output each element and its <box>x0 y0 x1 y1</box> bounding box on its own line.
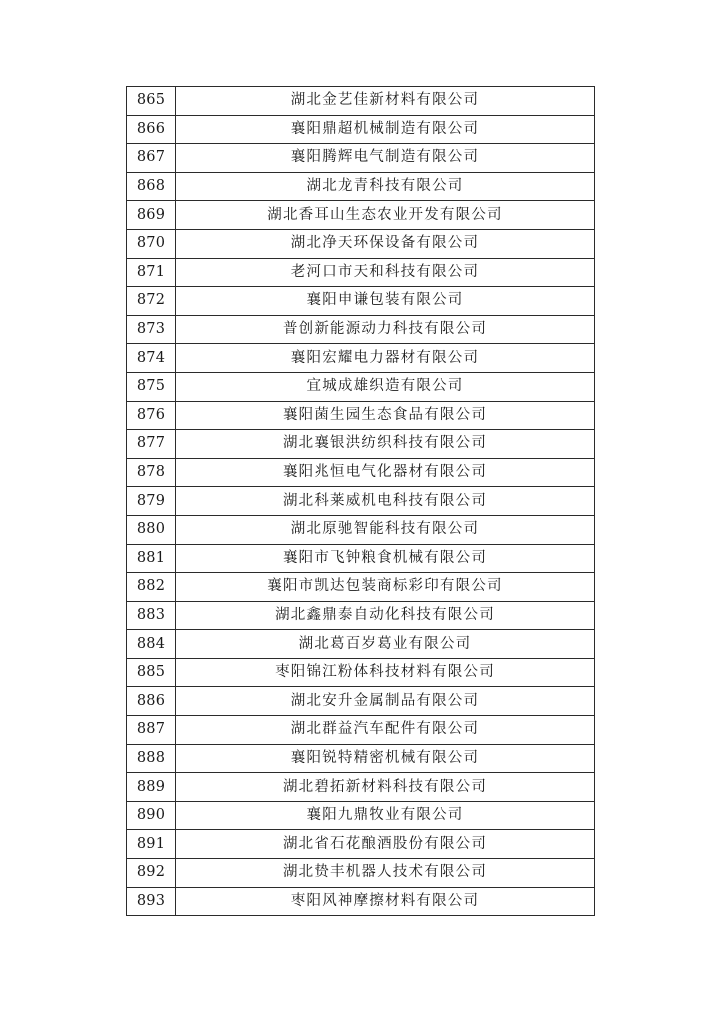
table-row <box>127 773 595 802</box>
company-name-cell: 襄阳菌生园生态食品有限公司 <box>176 401 595 430</box>
table-row <box>127 144 595 173</box>
company-name-cell: 湖北碧拓新材料科技有限公司 <box>176 773 595 802</box>
row-number-cell: 887 <box>127 716 176 745</box>
table-row <box>127 630 595 659</box>
table-row <box>127 344 595 373</box>
row-number-cell: 880 <box>127 515 176 544</box>
table-row <box>127 515 595 544</box>
row-number-cell: 885 <box>127 658 176 687</box>
row-number-cell: 888 <box>127 744 176 773</box>
company-list-table <box>126 86 595 916</box>
table-row <box>127 744 595 773</box>
row-number-cell: 882 <box>127 573 176 602</box>
company-name-cell: 襄阳宏耀电力器材有限公司 <box>176 344 595 373</box>
company-name-cell: 襄阳申谦包装有限公司 <box>176 287 595 316</box>
table-row <box>127 887 595 916</box>
row-number-cell: 886 <box>127 687 176 716</box>
row-number-cell: 878 <box>127 458 176 487</box>
table-body <box>127 87 595 916</box>
table-row <box>127 658 595 687</box>
row-number-cell: 871 <box>127 258 176 287</box>
row-number-cell: 881 <box>127 544 176 573</box>
company-name-cell: 湖北安升金属制品有限公司 <box>176 687 595 716</box>
company-name-cell: 湖北金艺佳新材料有限公司 <box>176 87 595 116</box>
company-name-cell: 襄阳市飞钟粮食机械有限公司 <box>176 544 595 573</box>
row-number-cell: 873 <box>127 315 176 344</box>
company-name-cell: 枣阳风神摩擦材料有限公司 <box>176 887 595 916</box>
row-number-cell: 892 <box>127 859 176 888</box>
row-number-cell: 883 <box>127 601 176 630</box>
row-number-cell: 874 <box>127 344 176 373</box>
company-name-cell: 枣阳锦江粉体科技材料有限公司 <box>176 658 595 687</box>
row-number-cell: 875 <box>127 372 176 401</box>
company-name-cell: 襄阳九鼎牧业有限公司 <box>176 801 595 830</box>
company-name-cell: 襄阳鼎超机械制造有限公司 <box>176 115 595 144</box>
row-number-cell: 867 <box>127 144 176 173</box>
table-row <box>127 458 595 487</box>
company-name-cell: 湖北鑫鼎泰自动化科技有限公司 <box>176 601 595 630</box>
company-name-cell: 湖北贽丰机器人技术有限公司 <box>176 859 595 888</box>
table-row <box>127 830 595 859</box>
table-row <box>127 573 595 602</box>
table-row <box>127 601 595 630</box>
row-number-cell: 865 <box>127 87 176 116</box>
table-row <box>127 801 595 830</box>
company-name-cell: 湖北原驰智能科技有限公司 <box>176 515 595 544</box>
company-name-cell: 湖北省石花酿酒股份有限公司 <box>176 830 595 859</box>
row-number-cell: 889 <box>127 773 176 802</box>
table-row <box>127 201 595 230</box>
row-number-cell: 877 <box>127 430 176 459</box>
company-name-cell: 湖北龙青科技有限公司 <box>176 172 595 201</box>
table-row <box>127 401 595 430</box>
row-number-cell: 879 <box>127 487 176 516</box>
table-row <box>127 372 595 401</box>
company-name-cell: 湖北净天环保设备有限公司 <box>176 229 595 258</box>
table-row <box>127 287 595 316</box>
row-number-cell: 870 <box>127 229 176 258</box>
company-name-cell: 宜城成雄织造有限公司 <box>176 372 595 401</box>
company-name-cell: 湖北群益汽车配件有限公司 <box>176 716 595 745</box>
row-number-cell: 872 <box>127 287 176 316</box>
company-name-cell: 襄阳腾辉电气制造有限公司 <box>176 144 595 173</box>
row-number-cell: 893 <box>127 887 176 916</box>
company-name-cell: 湖北葛百岁葛业有限公司 <box>176 630 595 659</box>
company-name-cell: 湖北襄银洪纺织科技有限公司 <box>176 430 595 459</box>
table-row <box>127 315 595 344</box>
company-name-cell: 襄阳兆恒电气化器材有限公司 <box>176 458 595 487</box>
row-number-cell: 891 <box>127 830 176 859</box>
table-row <box>127 115 595 144</box>
row-number-cell: 876 <box>127 401 176 430</box>
row-number-cell: 890 <box>127 801 176 830</box>
row-number-cell: 869 <box>127 201 176 230</box>
table-row <box>127 229 595 258</box>
table-row <box>127 544 595 573</box>
table-row <box>127 87 595 116</box>
row-number-cell: 866 <box>127 115 176 144</box>
company-name-cell: 襄阳市凯达包装商标彩印有限公司 <box>176 573 595 602</box>
table-row <box>127 487 595 516</box>
company-name-cell: 普创新能源动力科技有限公司 <box>176 315 595 344</box>
row-number-cell: 868 <box>127 172 176 201</box>
company-name-cell: 老河口市天和科技有限公司 <box>176 258 595 287</box>
table-row <box>127 859 595 888</box>
company-name-cell: 襄阳锐特精密机械有限公司 <box>176 744 595 773</box>
table-row <box>127 258 595 287</box>
company-name-cell: 湖北科莱威机电科技有限公司 <box>176 487 595 516</box>
table-row <box>127 687 595 716</box>
table-row <box>127 716 595 745</box>
company-name-cell: 湖北香耳山生态农业开发有限公司 <box>176 201 595 230</box>
row-number-cell: 884 <box>127 630 176 659</box>
table-row <box>127 430 595 459</box>
table-row <box>127 172 595 201</box>
